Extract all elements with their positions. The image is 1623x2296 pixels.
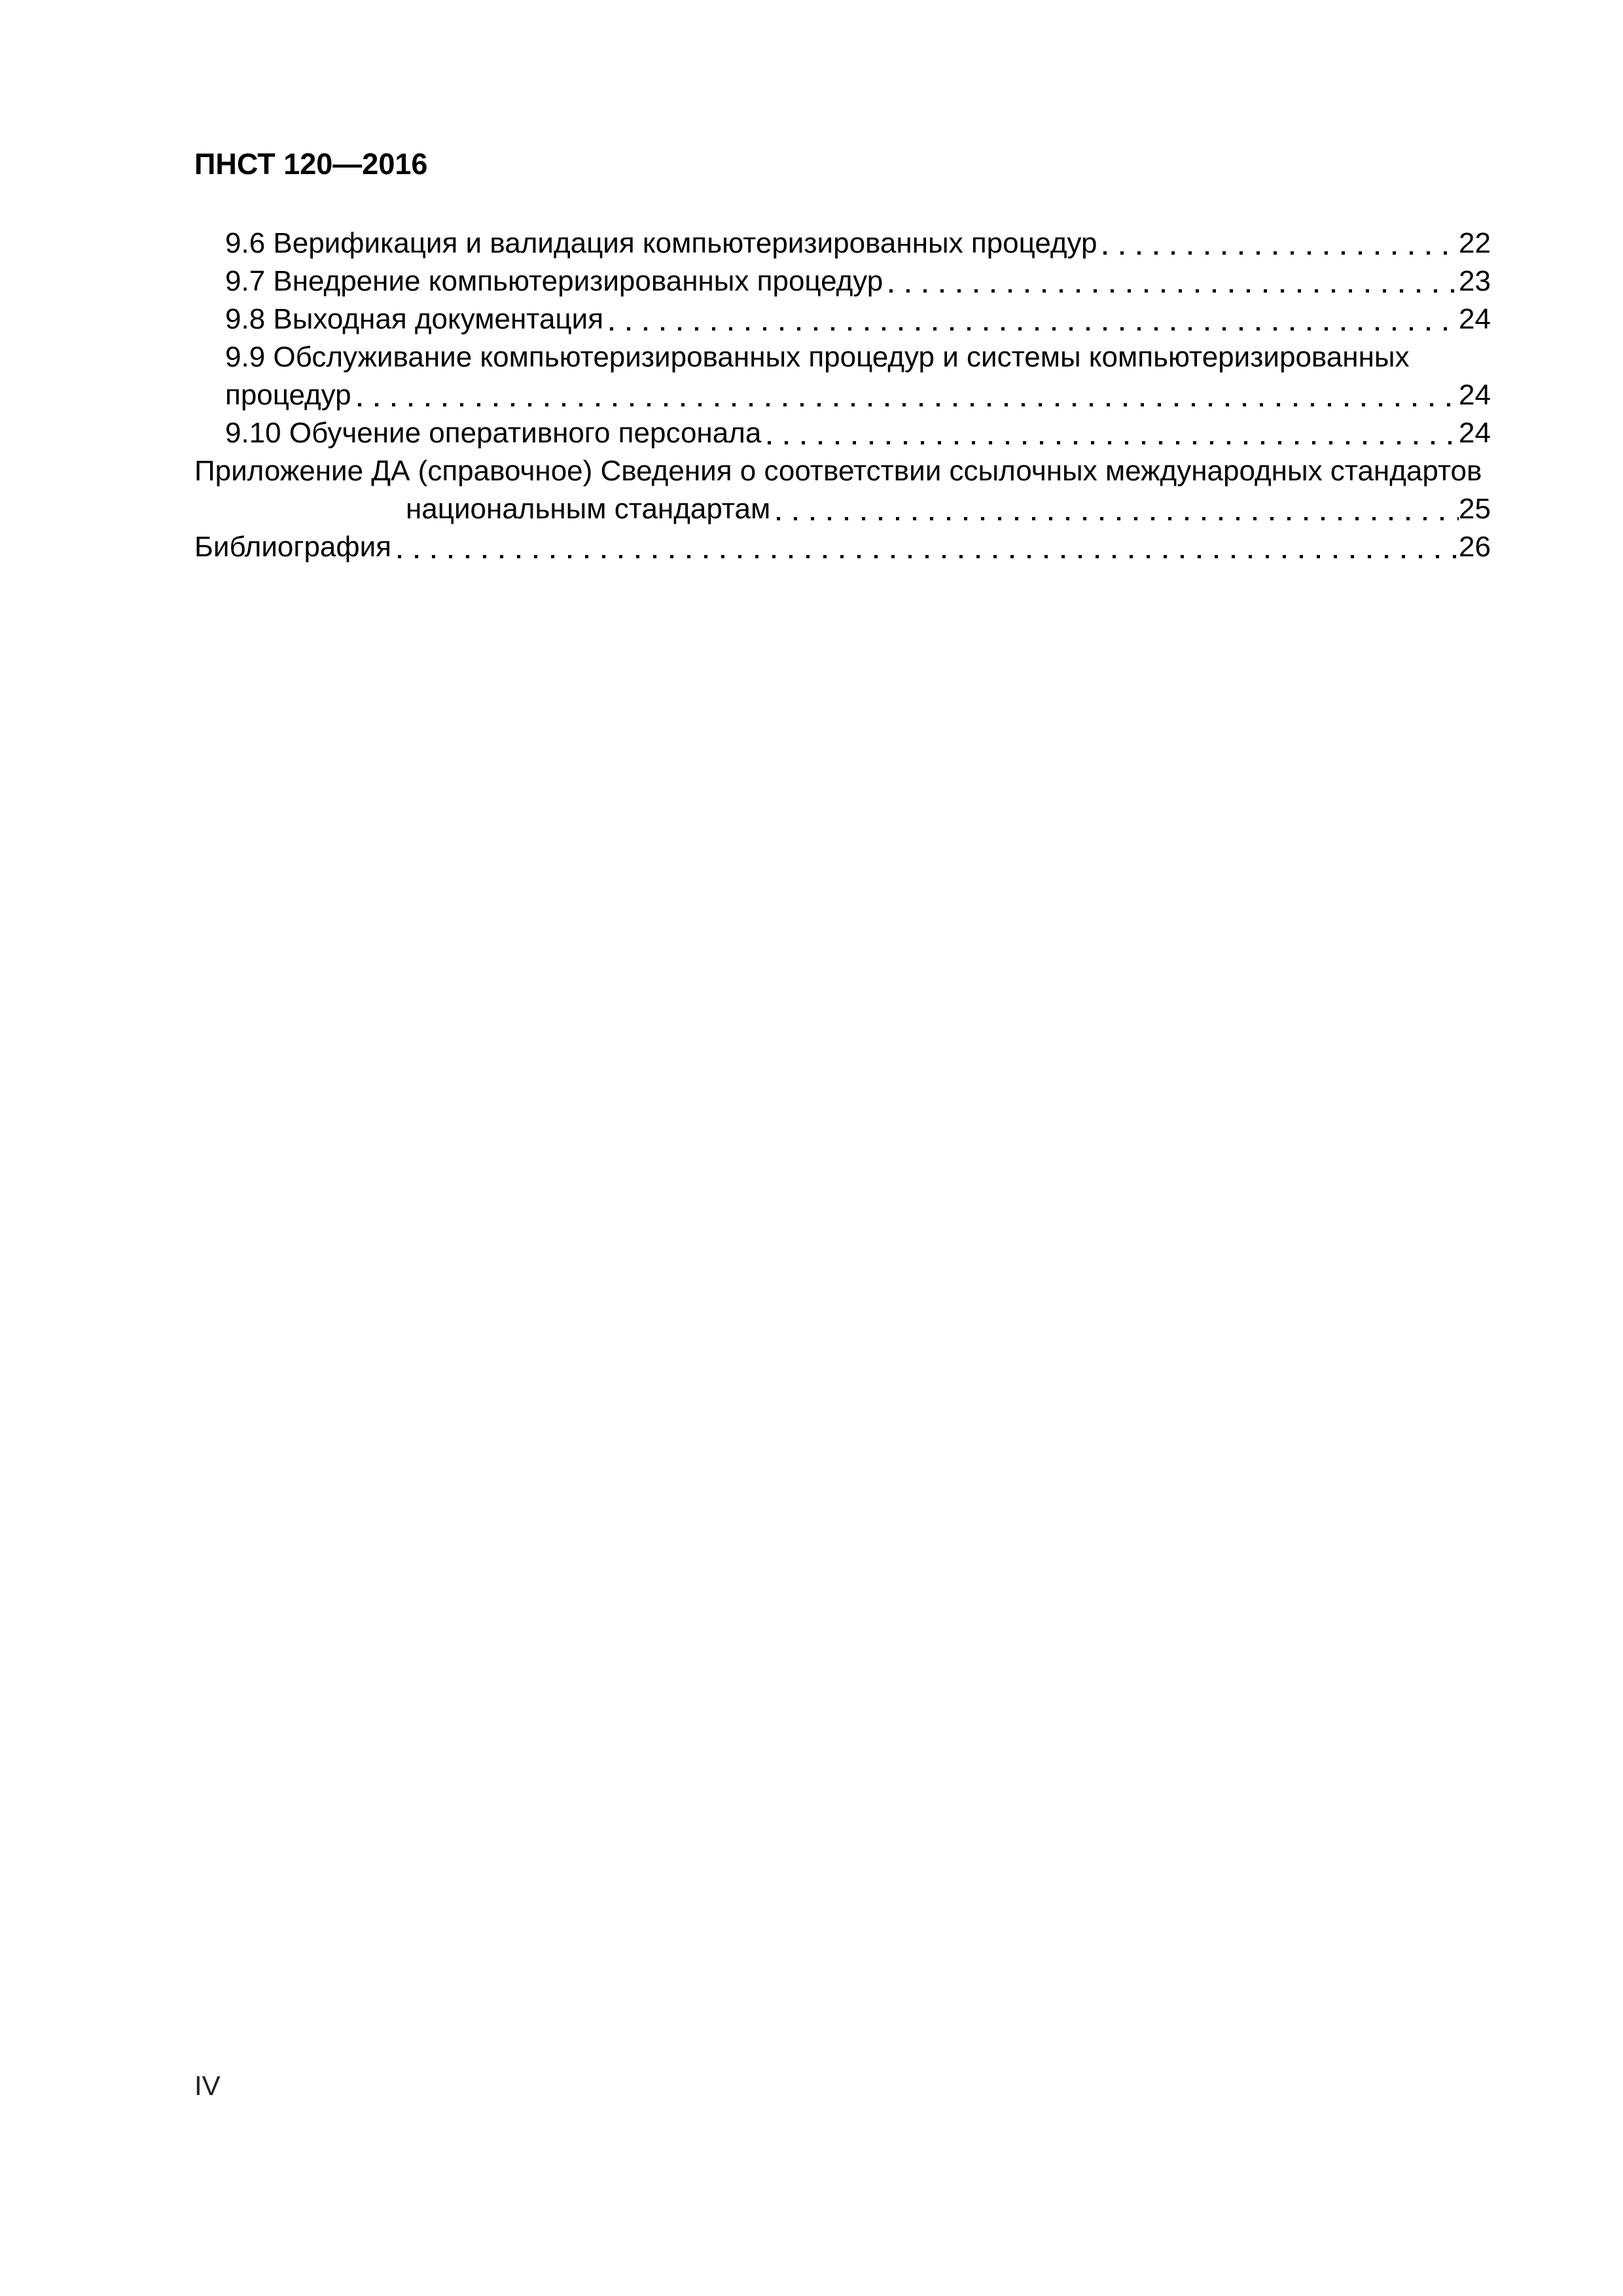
dot-leader bbox=[768, 414, 1459, 452]
toc-line bbox=[194, 528, 1491, 566]
dot-leader bbox=[777, 490, 1459, 528]
dot-leader bbox=[1103, 224, 1459, 262]
dot-leader bbox=[398, 528, 1459, 566]
toc-page-number: 24 bbox=[1459, 379, 1491, 411]
toc-entry-text: национальным стандартам bbox=[406, 493, 771, 525]
toc-entry-text: 9.6 Верификация и валидация компьютеризированных процедур bbox=[225, 227, 1097, 259]
toc-list bbox=[194, 224, 1491, 566]
toc-line bbox=[194, 224, 1491, 262]
toc-line bbox=[194, 376, 1491, 414]
toc-page-number: 23 bbox=[1459, 265, 1491, 297]
dot-leader bbox=[358, 376, 1459, 414]
toc-line bbox=[194, 490, 1491, 528]
toc-entry-text: 9.10 Обучение оперативного персонала bbox=[225, 417, 762, 449]
toc-line bbox=[194, 452, 1491, 490]
toc-page-number: 26 bbox=[1459, 531, 1491, 563]
toc-line bbox=[194, 300, 1491, 338]
toc-page-number: 24 bbox=[1459, 417, 1491, 449]
toc-line bbox=[194, 338, 1491, 376]
toc-page-number: 24 bbox=[1459, 303, 1491, 335]
dot-leader bbox=[889, 262, 1459, 300]
toc-entry-text: 9.8 Выходная документация bbox=[225, 303, 604, 335]
toc-page-number: 25 bbox=[1459, 493, 1491, 525]
toc-line bbox=[194, 414, 1491, 452]
document-header: ПНСТ 120—2016 bbox=[194, 147, 428, 181]
toc-entry-text: Библиография bbox=[194, 531, 391, 563]
footer-page-number: IV bbox=[194, 2070, 221, 2101]
toc-line bbox=[194, 262, 1491, 300]
toc-entry-text: Приложение ДА (справочное) Сведения о соответствии ссылочных международных стандартов bbox=[194, 455, 1482, 487]
toc-page-number: 22 bbox=[1459, 227, 1491, 259]
toc-entry-text: процедур bbox=[225, 379, 351, 411]
toc-entry-text: 9.7 Внедрение компьютеризированных процедур bbox=[225, 265, 883, 297]
toc-entry-text: 9.9 Обслуживание компьютеризированных процедур и системы компьютеризированных bbox=[225, 341, 1410, 373]
dot-leader bbox=[610, 300, 1459, 338]
